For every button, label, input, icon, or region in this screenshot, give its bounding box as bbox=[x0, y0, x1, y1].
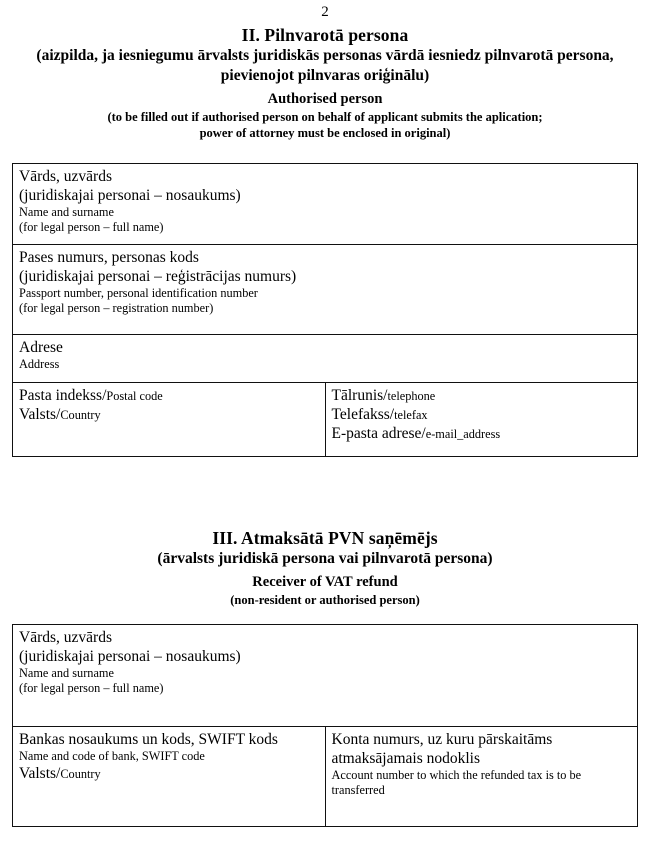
field-label-postal-code-lv: Pasta indekss/ bbox=[19, 387, 107, 404]
authorised-person-form-table bbox=[12, 163, 638, 457]
field-cell-postal-country[interactable] bbox=[13, 383, 326, 457]
field-cell-address[interactable] bbox=[13, 335, 638, 383]
section-iii-subtitle-en: (non-resident or authorised person) bbox=[230, 593, 420, 607]
field-label-lv-1: Pases numurs, personas kods bbox=[19, 249, 199, 266]
field-label-account-lv-2: atmaksājamais nodoklis bbox=[331, 750, 481, 767]
section-ii-subtitle-lv-line2: pievienojot pilnvaras oriģinālu) bbox=[220, 67, 430, 84]
field-label-email-en: e-mail_address bbox=[425, 427, 501, 441]
field-cell-passport-number[interactable] bbox=[13, 245, 638, 335]
table-row bbox=[13, 245, 638, 335]
field-label-email-lv: E-pasta adrese/ bbox=[331, 425, 426, 442]
field-label-telefax bbox=[332, 405, 638, 424]
field-label-bank-country-lv: Valsts/ bbox=[19, 765, 61, 782]
field-label-postal-code-en: Postal code bbox=[106, 389, 163, 403]
field-label-account-lv-1: Konta numurs, uz kuru pārskaitāms bbox=[331, 731, 553, 748]
table-row bbox=[13, 383, 638, 457]
section-iii-heading bbox=[0, 527, 650, 608]
table-row bbox=[13, 727, 638, 827]
table-row bbox=[13, 335, 638, 383]
field-label-en-2: (for legal person – full name) bbox=[19, 681, 164, 695]
section-ii-subtitle-en-line1: (to be filled out if authorised person on behalf of applicant submits the aplication; bbox=[107, 110, 543, 124]
field-label-telefax-en: telefax bbox=[394, 408, 428, 422]
field-label-lv-2: (juridiskajai personai – nosaukums) bbox=[19, 187, 241, 204]
field-label-bank-country-en: Country bbox=[60, 767, 101, 781]
field-cell-account-number[interactable] bbox=[325, 727, 638, 827]
field-label-country-lv: Valsts/ bbox=[19, 406, 61, 423]
field-label-en-1: Address bbox=[19, 357, 60, 371]
section-ii-subtitle-lv-line1: (aizpilda, ja iesniegumu ārvalsts juridiskās personas vārdā iesniedz pilnvarotā persona, bbox=[36, 47, 614, 64]
field-label-en-1: Name and surname bbox=[19, 205, 114, 219]
field-label-lv-1: Vārds, uzvārds bbox=[19, 168, 112, 185]
field-label-en-1: Name and surname bbox=[19, 666, 114, 680]
field-label-en-2: (for legal person – full name) bbox=[19, 220, 164, 234]
field-label-lv-1: Adrese bbox=[19, 339, 63, 356]
field-label-account-en: Account number to which the refunded tax is to be transferred bbox=[331, 768, 582, 797]
section-ii-heading bbox=[0, 24, 650, 141]
field-cell-contacts[interactable] bbox=[325, 383, 638, 457]
section-ii-title-en: Authorised person bbox=[267, 91, 383, 107]
table-row bbox=[13, 164, 638, 245]
section-iii-subtitle-lv: (ārvalsts juridiskā persona vai pilnvarotā persona) bbox=[157, 550, 493, 567]
field-label-country bbox=[19, 405, 325, 424]
field-cell-bank-details[interactable] bbox=[13, 727, 326, 827]
field-cell-name-surname[interactable] bbox=[13, 164, 638, 245]
section-iii-title-en: Receiver of VAT refund bbox=[252, 574, 398, 590]
field-label-telefax-lv: Telefakss/ bbox=[331, 406, 395, 423]
field-label-bank-en: Name and code of bank, SWIFT code bbox=[19, 749, 205, 763]
field-label-email bbox=[332, 424, 638, 443]
field-label-telephone-en: telephone bbox=[387, 389, 436, 403]
field-label-lv-2: (juridiskajai personai – nosaukums) bbox=[19, 648, 241, 665]
field-label-telephone-lv: Tālrunis/ bbox=[331, 387, 388, 404]
field-label-en-2: (for legal person – registration number) bbox=[19, 301, 214, 315]
field-label-lv-1: Vārds, uzvārds bbox=[19, 629, 112, 646]
page-number: 2 bbox=[321, 4, 329, 20]
field-label-bank-lv: Bankas nosaukums un kods, SWIFT kods bbox=[19, 731, 278, 748]
section-ii-title-lv: II. Pilnvarotā persona bbox=[241, 25, 409, 45]
vat-receiver-form-table bbox=[12, 624, 638, 827]
field-cell-receiver-name-surname[interactable] bbox=[13, 625, 638, 727]
table-row bbox=[13, 625, 638, 727]
field-label-postal-code bbox=[19, 386, 325, 405]
field-label-country-en: Country bbox=[60, 408, 101, 422]
field-label-telephone bbox=[332, 386, 638, 405]
field-label-lv-2: (juridiskajai personai – reģistrācijas numurs) bbox=[19, 268, 297, 285]
field-label-en-1: Passport number, personal identification number bbox=[19, 286, 258, 300]
section-ii-subtitle-en-line2: power of attorney must be enclosed in original) bbox=[199, 126, 451, 140]
page-number-container bbox=[0, 0, 650, 21]
field-label-bank-country bbox=[19, 764, 325, 783]
section-iii-title-lv: III. Atmaksātā PVN saņēmējs bbox=[212, 528, 438, 548]
